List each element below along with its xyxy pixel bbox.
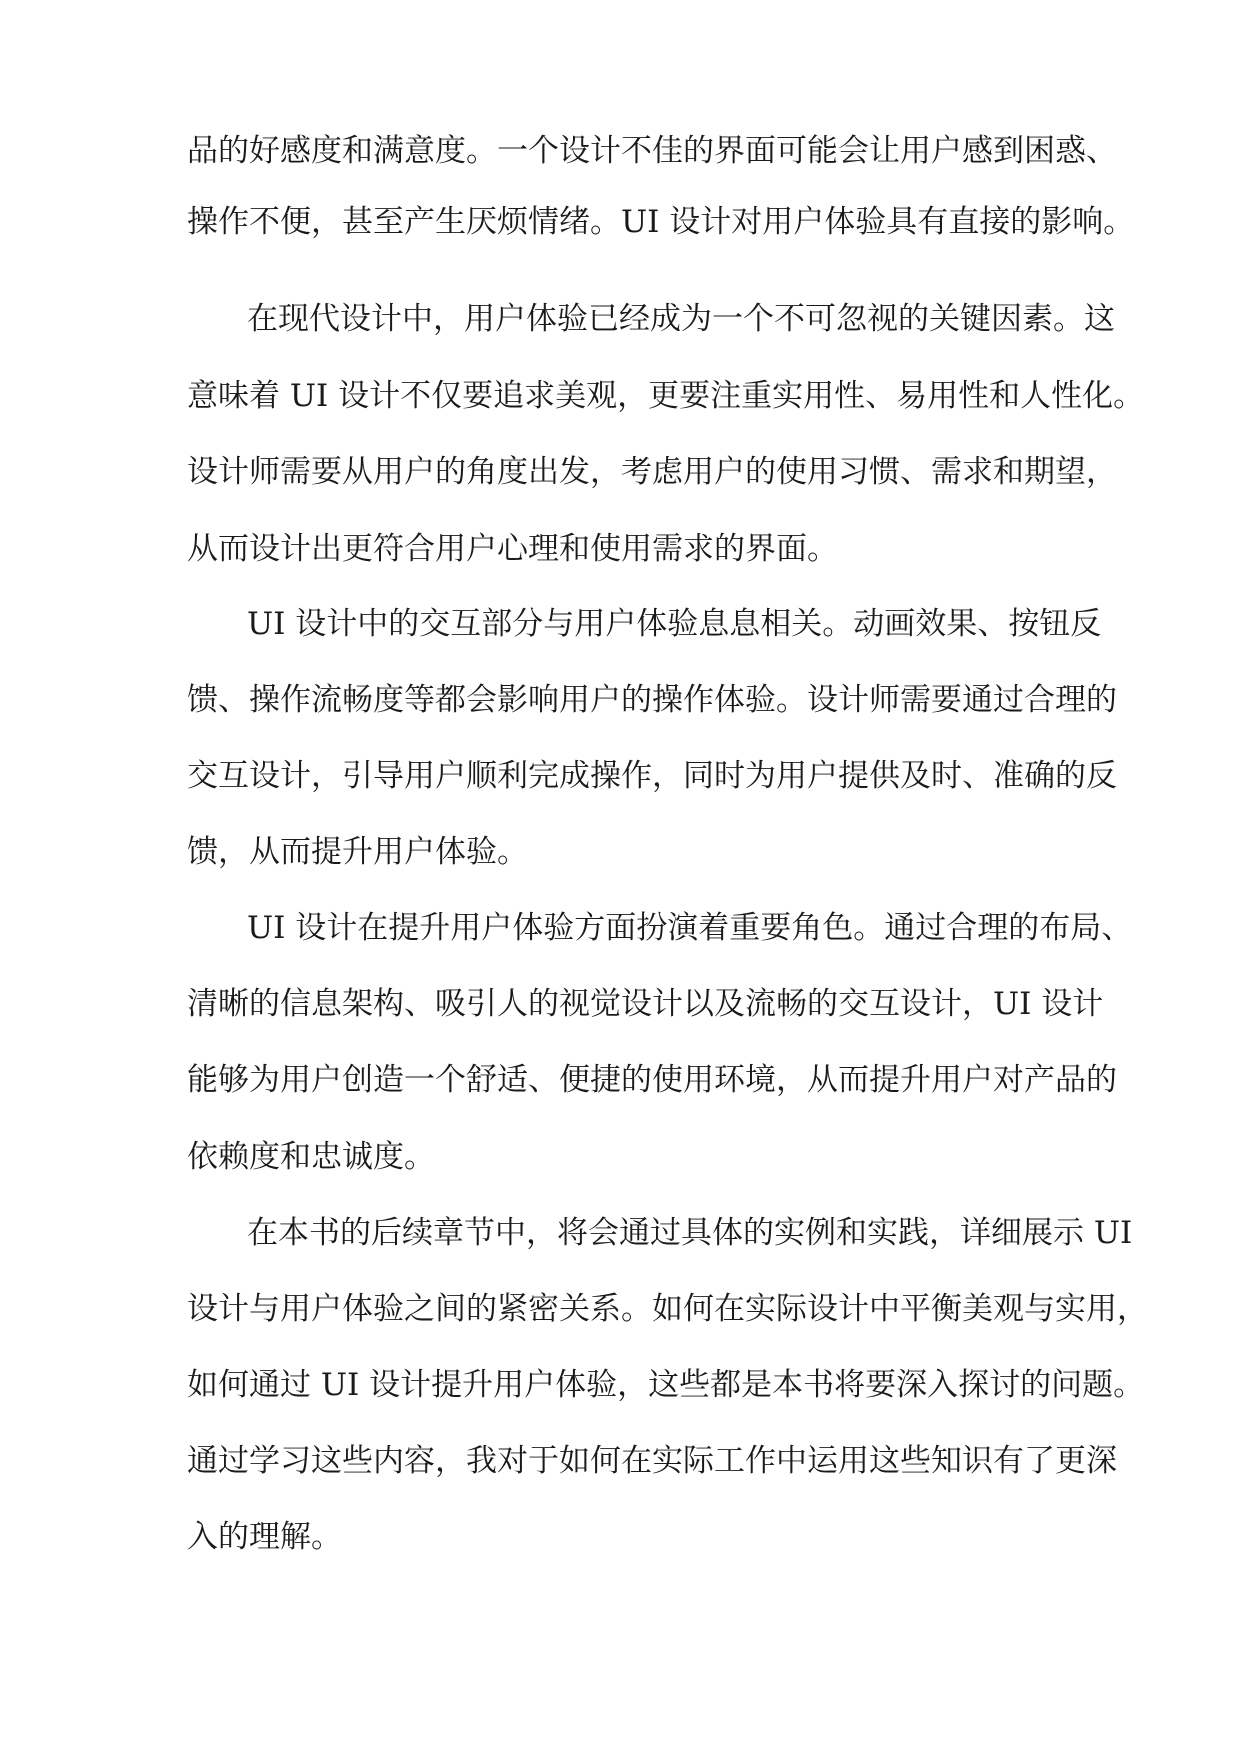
- text-line: 设计与用户体验之间的紧密关系。如何在实际设计中平衡美观与实用，: [187, 1291, 1148, 1327]
- text-line: 意味着 UI 设计不仅要追求美观，更要注重实用性、易用性和人性化。: [187, 378, 1145, 414]
- text-line: 交互设计，引导用户顺利完成操作，同时为用户提供及时、准确的反: [187, 758, 1117, 794]
- paragraph-start-line: UI 设计中的交互部分与用户体验息息相关。动画效果、按钮反: [247, 606, 1102, 642]
- paragraph-start-line: 在现代设计中，用户体验已经成为一个不可忽视的关键因素。这: [247, 301, 1115, 337]
- text-line: 馈、操作流畅度等都会影响用户的操作体验。设计师需要通过合理的: [187, 682, 1117, 718]
- text-line: 入的理解。: [187, 1519, 342, 1555]
- text-line: 依赖度和忠诚度。: [187, 1139, 435, 1175]
- paragraph-start-line: UI 设计在提升用户体验方面扮演着重要角色。通过合理的布局、: [247, 910, 1133, 946]
- text-line: 如何通过 UI 设计提升用户体验，这些都是本书将要深入探讨的问题。: [187, 1367, 1145, 1403]
- text-line: 通过学习这些内容，我对于如何在实际工作中运用这些知识有了更深: [187, 1443, 1117, 1479]
- text-line: 从而设计出更符合用户心理和使用需求的界面。: [187, 531, 838, 567]
- text-line: 清晰的信息架构、吸引人的视觉设计以及流畅的交互设计，UI 设计: [187, 986, 1104, 1022]
- text-line: 操作不便，甚至产生厌烦情绪。UI 设计对用户体验具有直接的影响。: [187, 204, 1135, 240]
- text-line: 馈，从而提升用户体验。: [187, 834, 528, 870]
- text-line: 能够为用户创造一个舒适、便捷的使用环境，从而提升用户对产品的: [187, 1062, 1117, 1098]
- paragraph-start-line: 在本书的后续章节中，将会通过具体的实例和实践，详细展示 UI: [247, 1215, 1133, 1251]
- text-line: 品的好感度和满意度。一个设计不佳的界面可能会让用户感到困惑、: [187, 133, 1117, 169]
- text-line: 设计师需要从用户的角度出发，考虑用户的使用习惯、需求和期望，: [187, 454, 1117, 490]
